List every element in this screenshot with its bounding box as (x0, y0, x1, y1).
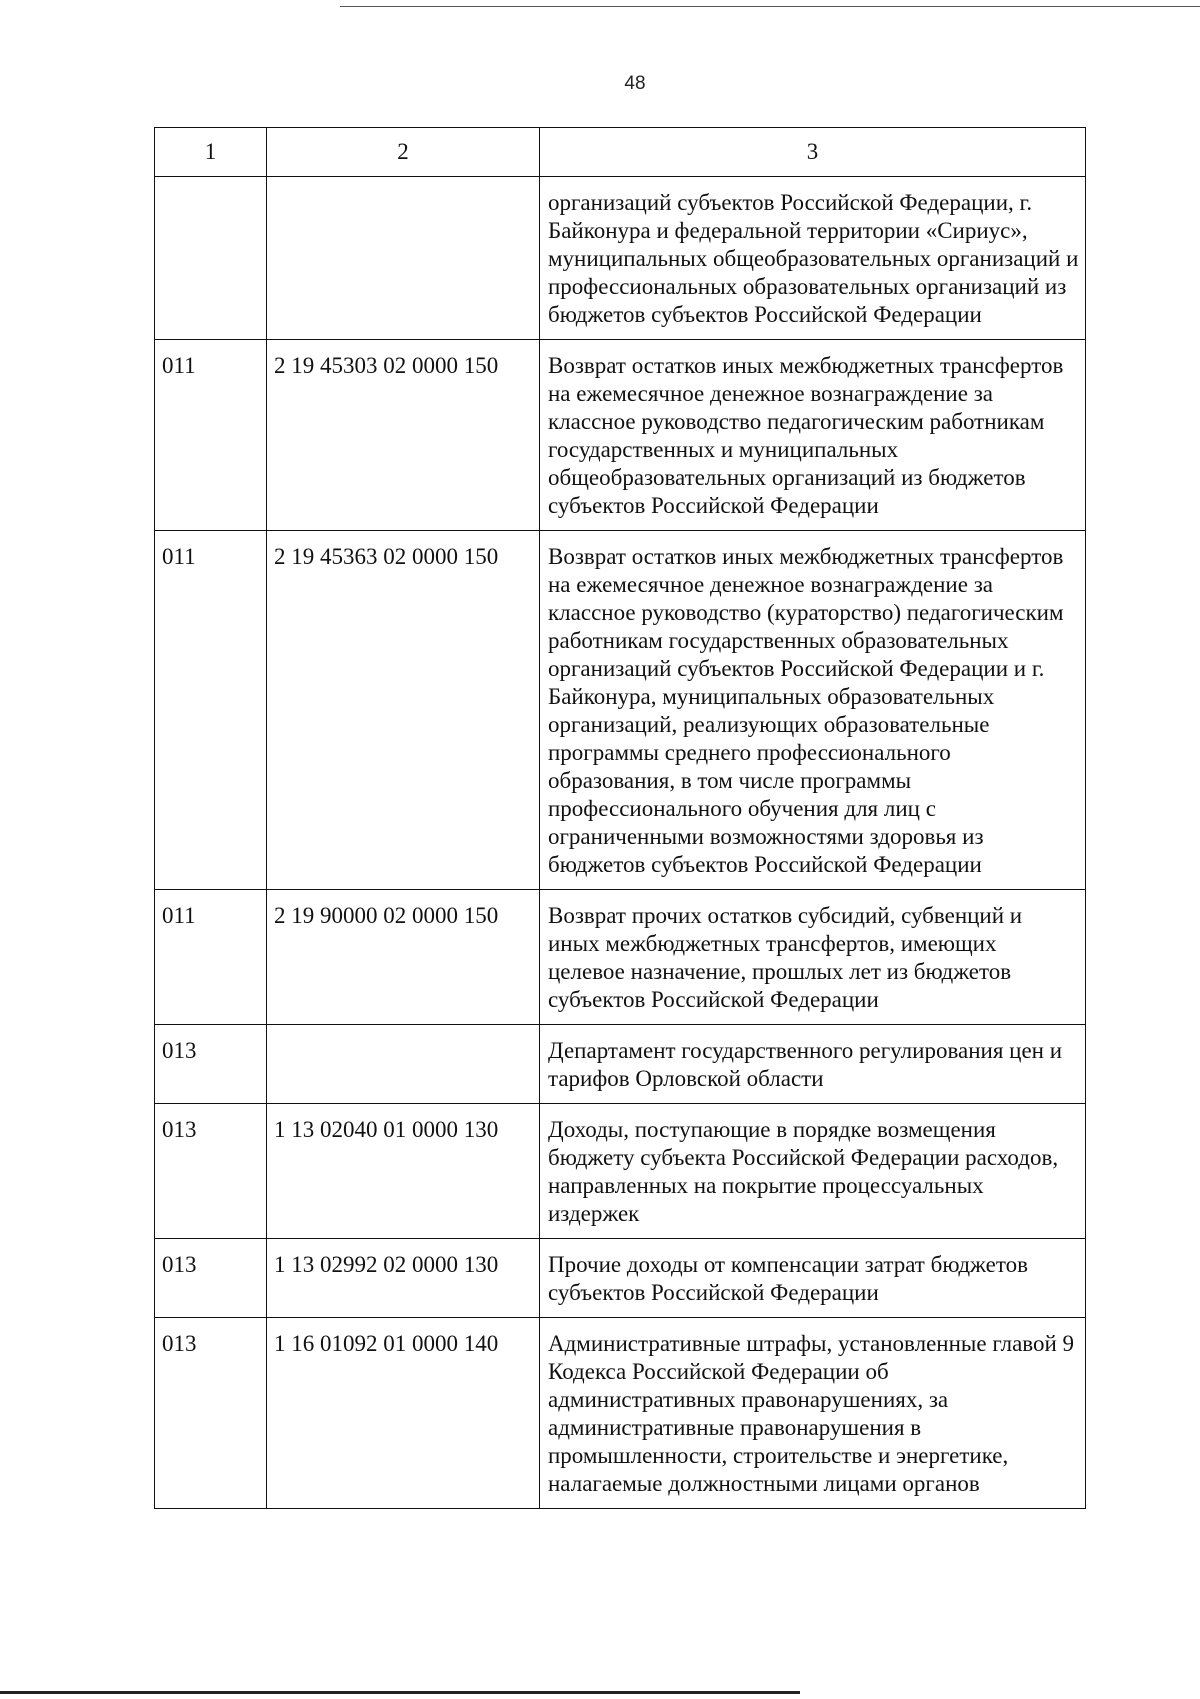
bottom-scan-rule (0, 1691, 800, 1694)
admin-code-cell (155, 177, 267, 340)
budget-code-cell: 2 19 90000 02 0000 150 (267, 890, 540, 1025)
description-cell: Возврат прочих остатков субсидий, субвенций и иных межбюджетных трансфертов, имеющих целевое назначение, прошлых лет из бюджетов субъектов Российской Федерации (540, 890, 1086, 1025)
table-row (155, 340, 1086, 531)
budget-code-cell: 2 19 45303 02 0000 150 (267, 340, 540, 531)
budget-code-cell (267, 1025, 540, 1104)
description-cell: Административные штрафы, установленные главой 9 Кодекса Российской Федерации об административных правонарушениях, за административные правонарушения в промышленности, строительстве и энергетике, налагаемые должностными лицами органов (540, 1318, 1086, 1509)
table-header-row (155, 128, 1086, 177)
column-header-1: 1 (155, 128, 267, 177)
table-row (155, 1104, 1086, 1239)
table-row (155, 1025, 1086, 1104)
admin-code-cell: 013 (155, 1025, 267, 1104)
column-header-3: 3 (540, 128, 1086, 177)
admin-code-cell: 011 (155, 340, 267, 531)
table-row (155, 531, 1086, 890)
admin-code-cell: 013 (155, 1318, 267, 1509)
table-row (155, 1239, 1086, 1318)
description-cell: организаций субъектов Российской Федерации, г. Байконура и федеральной территории «Сириус», муниципальных общеобразовательных организаций и профессиональных образовательных организаций из бюджетов субъектов Российской Федерации (540, 177, 1086, 340)
column-header-2: 2 (267, 128, 540, 177)
top-scan-rule (340, 6, 1200, 7)
budget-codes-table (154, 127, 1086, 1509)
budget-code-cell (267, 177, 540, 340)
description-cell: Возврат остатков иных межбюджетных трансфертов на ежемесячное денежное вознаграждение за классное руководство педагогическим работникам государственных и муниципальных общеобразовательных организаций из бюджетов субъектов Российской Федерации (540, 340, 1086, 531)
admin-code-cell: 013 (155, 1239, 267, 1318)
description-cell: Доходы, поступающие в порядке возмещения бюджету субъекта Российской Федерации расходов, направленных на покрытие процессуальных издержек (540, 1104, 1086, 1239)
description-cell: Прочие доходы от компенсации затрат бюджетов субъектов Российской Федерации (540, 1239, 1086, 1318)
page-number: 48 (624, 73, 646, 94)
table-row (155, 890, 1086, 1025)
admin-code-cell: 011 (155, 890, 267, 1025)
budget-code-cell: 1 16 01092 01 0000 140 (267, 1318, 540, 1509)
description-cell: Департамент государственного регулирования цен и тарифов Орловской области (540, 1025, 1086, 1104)
admin-code-cell: 013 (155, 1104, 267, 1239)
table-row (155, 177, 1086, 340)
budget-code-cell: 1 13 02992 02 0000 130 (267, 1239, 540, 1318)
admin-code-cell: 011 (155, 531, 267, 890)
budget-code-cell: 2 19 45363 02 0000 150 (267, 531, 540, 890)
table-row (155, 1318, 1086, 1509)
description-cell: Возврат остатков иных межбюджетных трансфертов на ежемесячное денежное вознаграждение за классное руководство (кураторство) педагогическим работникам государственных образовательных организаций субъектов Российской Федерации и г. Байконура, муниципальных образовательных организаций, реализующих образовательные программы среднего профессионального образования, в том числе программы профессионального обучения для лиц с ограниченными возможностями здоровья из бюджетов субъектов Российской Федерации (540, 531, 1086, 890)
budget-code-cell: 1 13 02040 01 0000 130 (267, 1104, 540, 1239)
